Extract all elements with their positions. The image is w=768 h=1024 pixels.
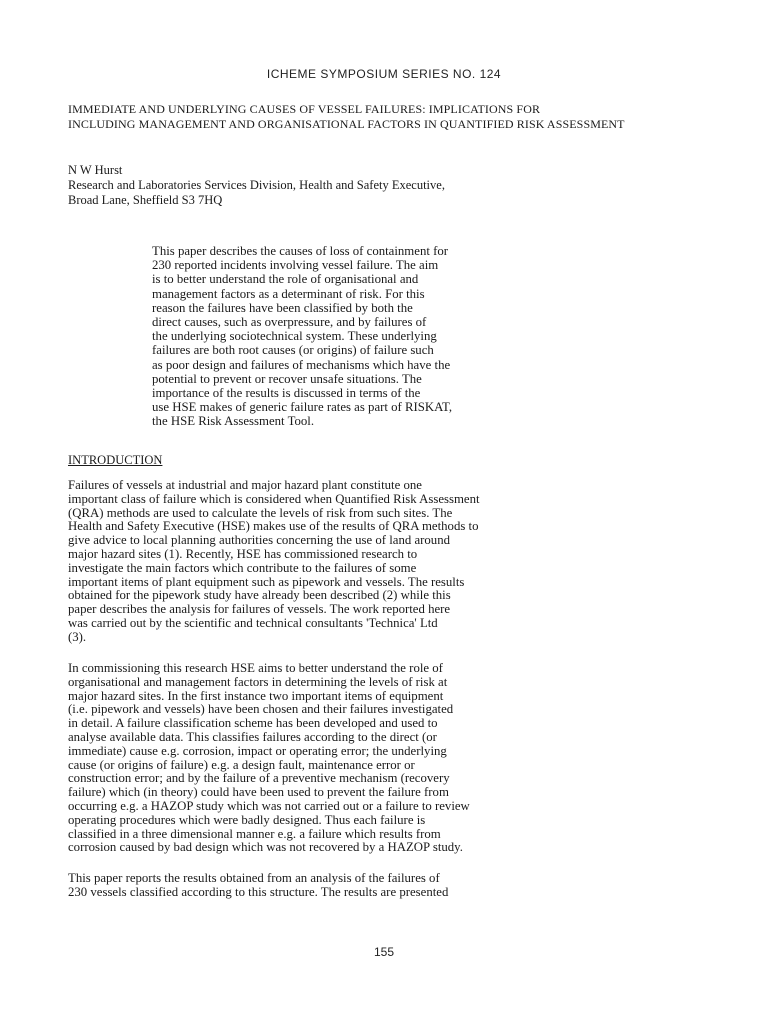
paragraph-line: Health and Safety Executive (HSE) makes use of the results of QRA methods to bbox=[68, 519, 479, 534]
body-paragraph bbox=[68, 662, 708, 855]
paragraph-line: analyse available data. This classifies failures according to the direct (or bbox=[68, 729, 437, 744]
paragraph-line: In commissioning this research HSE aims to better understand the role of bbox=[68, 661, 443, 675]
author-block bbox=[68, 163, 708, 208]
abstract-line: potential to prevent or recover unsafe situations. The bbox=[152, 371, 422, 386]
paragraph-line: organisational and management factors in determining the levels of risk at bbox=[68, 674, 448, 689]
paragraph-line: (QRA) methods are used to calculate the levels of risk from such sites. The bbox=[68, 505, 453, 520]
paragraph-line: classified in a three dimensional manner e.g. a failure which results from bbox=[68, 826, 441, 841]
paragraph-line: Failures of vessels at industrial and major hazard plant constitute one bbox=[68, 478, 422, 492]
abstract-line: the HSE Risk Assessment Tool. bbox=[152, 414, 315, 429]
abstract-line: 230 reported incidents involving vessel failure. The aim bbox=[152, 258, 439, 273]
abstract-line: direct causes, such as overpressure, and by failures of bbox=[152, 315, 427, 330]
paragraph-line: immediate) cause e.g. corrosion, impact or operating error; the underlying bbox=[68, 743, 447, 758]
paragraph-line: major hazard sites. In the first instance two important items of equipment bbox=[68, 688, 444, 703]
abstract bbox=[152, 244, 612, 429]
body-paragraph bbox=[68, 872, 708, 900]
body-paragraph bbox=[68, 479, 708, 645]
page-number: 155 bbox=[373, 945, 395, 959]
abstract-line: the underlying sociotechnical system. These underlying bbox=[152, 329, 437, 344]
paragraph-line: paper describes the analysis for failures of vessels. The work reported here bbox=[68, 602, 451, 617]
section-heading: INTRODUCTION bbox=[68, 453, 163, 467]
paragraph-line: give advice to local planning authorities concerning the use of land around bbox=[68, 533, 451, 548]
abstract-line: use HSE makes of generic failure rates as part of RISKAT, bbox=[152, 400, 453, 415]
paper-title bbox=[68, 102, 708, 132]
paragraph-line: construction error; and by the failure of a preventive mechanism (recovery bbox=[68, 771, 450, 786]
paragraph-line: obtained for the pipework study have already been described (2) while this bbox=[68, 588, 451, 603]
abstract-line: This paper describes the causes of loss of containment for bbox=[152, 244, 449, 258]
paragraph-line: in detail. A failure classification scheme has been developed and used to bbox=[68, 716, 438, 731]
abstract-line: is to better understand the role of organisational and bbox=[152, 272, 419, 287]
series-header: ICHEME SYMPOSIUM SERIES NO. 124 bbox=[266, 67, 502, 81]
abstract-line: as poor design and failures of mechanisms which have the bbox=[152, 357, 451, 372]
paragraph-line: corrosion caused by bad design which was not recovered by a HAZOP study. bbox=[68, 840, 463, 855]
abstract-line: failures are both root causes (or origins) of failure such bbox=[152, 343, 434, 358]
author-affiliation-line: Broad Lane, Sheffield S3 7HQ bbox=[68, 193, 223, 207]
title-line: IMMEDIATE AND UNDERLYING CAUSES OF VESSEL FAILURES: IMPLICATIONS FOR bbox=[68, 102, 541, 116]
abstract-line: management factors as a determinant of risk. For this bbox=[152, 286, 425, 301]
paragraph-line: major hazard sites (1). Recently, HSE has commissioned research to bbox=[68, 546, 418, 561]
title-line: INCLUDING MANAGEMENT AND ORGANISATIONAL FACTORS IN QUANTIFIED RISK ASSESSMENT bbox=[68, 117, 625, 131]
paragraph-line: operating procedures which were badly designed. Thus each failure is bbox=[68, 812, 426, 827]
paragraph-line: (3). bbox=[68, 629, 87, 644]
paragraph-line: 230 vessels classified according to this structure. The results are presented bbox=[68, 884, 449, 899]
paragraph-line: occurring e.g. a HAZOP study which was not carried out or a failure to review bbox=[68, 798, 470, 813]
paragraph-line: investigate the main factors which contribute to the failures of some bbox=[68, 560, 417, 575]
paragraph-line: important items of plant equipment such as pipework and vessels. The results bbox=[68, 574, 465, 589]
author-name: N W Hurst bbox=[68, 163, 123, 177]
abstract-line: importance of the results is discussed in terms of the bbox=[152, 386, 421, 401]
author-affiliation-line: Research and Laboratories Services Division, Health and Safety Executive, bbox=[68, 178, 445, 192]
paragraph-line: (i.e. pipework and vessels) have been chosen and their failures investigated bbox=[68, 702, 454, 717]
paragraph-line: failure) which (in theory) could have been used to prevent the failure from bbox=[68, 785, 449, 800]
paragraph-line: was carried out by the scientific and technical consultants 'Technica' Ltd bbox=[68, 615, 438, 630]
abstract-line: reason the failures have been classified by both the bbox=[152, 300, 413, 315]
paragraph-line: important class of failure which is considered when Quantified Risk Assessment bbox=[68, 491, 480, 506]
paragraph-line: This paper reports the results obtained from an analysis of the failures of bbox=[68, 871, 440, 885]
paragraph-line: cause (or origins of failure) e.g. a design fault, maintenance error or bbox=[68, 757, 415, 772]
